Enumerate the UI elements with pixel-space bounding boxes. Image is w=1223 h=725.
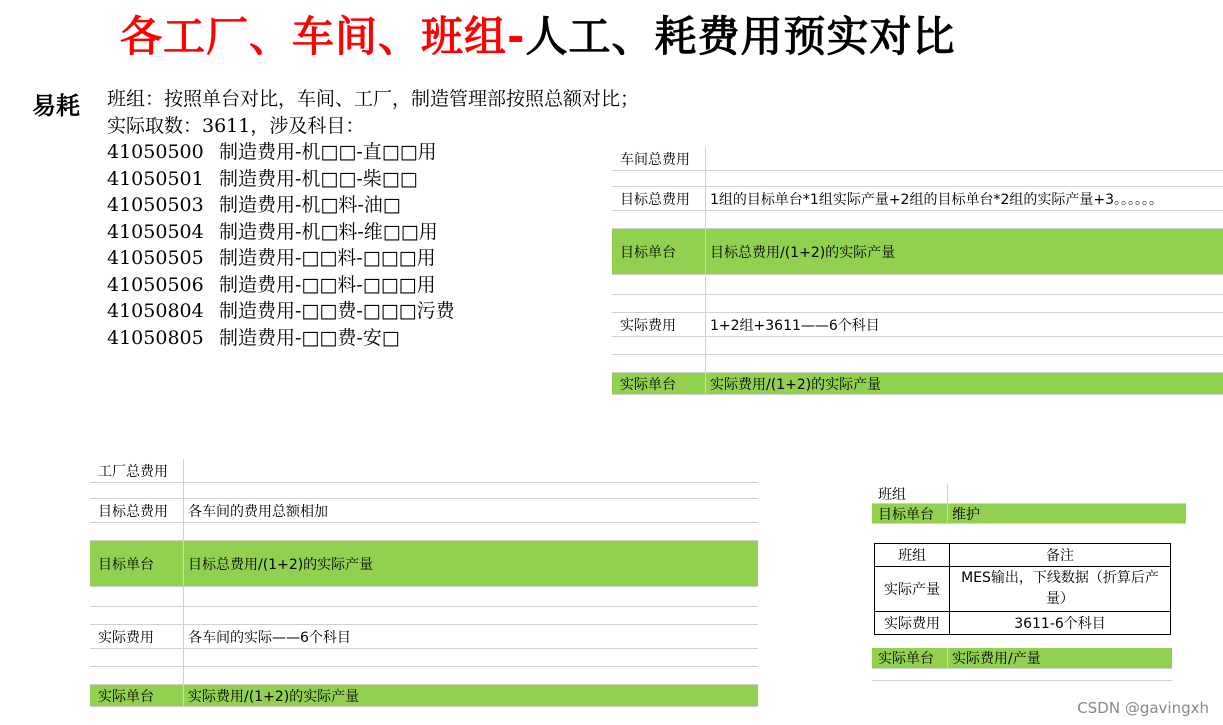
account-name: 制造费用-□□费-安□ <box>219 326 400 349</box>
sheet-label-cell: 工厂总费用 <box>90 459 184 482</box>
account-item <box>107 272 639 299</box>
sheet-label-cell <box>612 275 706 294</box>
sheet-value-cell <box>184 483 758 498</box>
sheet-row <box>612 229 1223 275</box>
sheet-label-cell: 目标总费用 <box>612 187 706 210</box>
account-name: 制造费用-机□料-油□ <box>219 194 401 216</box>
team-actual-row <box>872 648 1172 669</box>
sheet-row <box>612 355 1223 373</box>
sheet-row <box>90 459 758 483</box>
account-name: 制造费用-□□费-□□□污费 <box>219 300 455 322</box>
factory-cost-sheet <box>90 459 758 707</box>
table-cell: MES输出，下线数据（折算后产量） <box>950 567 1171 612</box>
team-header-label: 班组 <box>872 484 948 503</box>
table-cell: 实际产量 <box>875 567 950 612</box>
page-title <box>120 4 955 64</box>
account-code: 41050503 <box>107 194 204 216</box>
account-name: 制造费用-□□料-□□□用 <box>219 273 436 296</box>
sheet-label-cell <box>612 295 706 312</box>
account-item <box>107 192 639 219</box>
table-row <box>875 544 1171 567</box>
sheet-label-cell <box>90 607 184 624</box>
sheet-value-cell: 目标总费用/(1+2)的实际产量 <box>188 556 374 573</box>
account-name: 制造费用-机□□-柴□□ <box>219 167 418 190</box>
table-cell: 实际费用 <box>875 612 950 635</box>
sheet-value-cell: 目标总费用/(1+2)的实际产量 <box>710 244 896 261</box>
sheet-value-cell <box>184 667 758 684</box>
sheet-value-cell <box>706 171 1223 186</box>
team-cost-sheet <box>872 484 1186 524</box>
sheet-label-cell: 实际单台 <box>90 685 184 706</box>
sheet-row <box>612 295 1223 313</box>
sheet-value-cell <box>706 295 1223 312</box>
sheet-value-cell <box>706 355 1223 372</box>
sheet-label-cell <box>612 337 706 354</box>
account-item <box>107 245 639 272</box>
page-title-red: 各工厂、车间、班组- <box>120 12 526 61</box>
sheet-label-cell <box>90 649 184 666</box>
table-row <box>875 567 1171 612</box>
page-title-black: 人工、耗费用预实对比 <box>525 12 956 61</box>
account-list <box>107 139 639 351</box>
sheet-label-cell <box>90 587 184 606</box>
account-name: 制造费用-□□料-□□□用 <box>219 247 436 269</box>
account-item <box>107 325 639 352</box>
team-target-value: 维护 <box>952 506 980 523</box>
notes-line-2: 实际取数：3611，涉及科目： <box>107 114 365 137</box>
sheet-value-cell <box>184 607 758 624</box>
account-code: 41050501 <box>107 167 204 190</box>
sheet-value-cell <box>706 147 1223 170</box>
sheet-row <box>612 373 1223 395</box>
sheet-row <box>90 607 758 625</box>
sheet-row <box>90 649 758 667</box>
team-actual-sheet <box>872 648 1172 681</box>
sheet-label-cell <box>90 483 184 498</box>
sheet-value-cell: 各车间的实际——6个科目 <box>188 629 351 646</box>
sheet-value-cell <box>706 275 1223 294</box>
account-item <box>107 139 639 166</box>
section-label: 易耗 <box>32 92 80 120</box>
sheet-value-cell <box>184 459 758 482</box>
team-remarks-table <box>874 543 1171 635</box>
sheet-row <box>90 685 758 707</box>
sheet-row <box>612 313 1223 337</box>
sheet-row <box>90 483 758 499</box>
sheet-value-cell: 1+2组+3611——6个科目 <box>710 317 880 334</box>
sheet-label-cell <box>90 523 184 540</box>
table-cell: 3611-6个科目 <box>950 612 1171 635</box>
sheet-value-cell <box>184 587 758 606</box>
watermark: CSDN @gavingxh <box>1077 699 1209 717</box>
account-code: 41050505 <box>107 247 204 269</box>
sheet-label-cell <box>90 667 184 684</box>
sheet-label-cell <box>612 211 706 228</box>
team-target-row <box>872 504 1186 524</box>
sheet-row <box>612 187 1223 211</box>
sheet-row <box>612 337 1223 355</box>
sheet-row <box>612 211 1223 229</box>
account-item <box>107 166 639 193</box>
sheet-value-cell <box>184 649 758 666</box>
workshop-cost-sheet <box>612 147 1223 395</box>
team-target-label: 目标单台 <box>872 504 948 523</box>
sheet-label-cell: 目标单台 <box>90 541 184 586</box>
notes-line-1: 班组：按照单台对比，车间、工厂，制造管理部按照总额对比； <box>107 88 640 110</box>
account-code: 41050506 <box>107 273 204 296</box>
sheet-value-cell <box>706 337 1223 354</box>
account-code: 41050504 <box>107 220 204 243</box>
sheet-value-cell: 1组的目标单台*1组实际产量+2组的目标单台*2组的实际产量+3。。。。。。 <box>710 191 1163 208</box>
sheet-value-cell: 各车间的费用总额相加 <box>188 503 328 520</box>
sheet-row <box>612 171 1223 187</box>
sheet-value-cell: 实际费用/(1+2)的实际产量 <box>188 688 360 705</box>
sheet-label-cell: 目标总费用 <box>90 499 184 522</box>
sheet-row <box>90 667 758 685</box>
sheet-row <box>90 625 758 649</box>
team-empty-row <box>872 669 1172 681</box>
sheet-value-cell <box>184 523 758 540</box>
account-code: 41050500 <box>107 141 204 163</box>
sheet-row <box>612 275 1223 295</box>
account-code: 41050805 <box>107 326 204 349</box>
account-name: 制造费用-机□□-直□□用 <box>219 141 437 163</box>
account-item <box>107 298 639 325</box>
sheet-row <box>90 499 758 523</box>
sheet-label-cell: 实际费用 <box>90 625 184 648</box>
sheet-label-cell: 车间总费用 <box>612 147 706 170</box>
sheet-label-cell <box>612 355 706 372</box>
sheet-label-cell: 实际单台 <box>612 373 706 394</box>
team-header-row <box>872 484 1186 504</box>
sheet-row <box>90 541 758 587</box>
sheet-label-cell: 实际费用 <box>612 313 706 336</box>
sheet-row <box>90 587 758 607</box>
table-row <box>875 612 1171 635</box>
account-name: 制造费用-机□料-维□□用 <box>219 220 438 243</box>
sheet-label-cell: 目标单台 <box>612 229 706 274</box>
sheet-label-cell <box>612 171 706 186</box>
sheet-row <box>90 523 758 541</box>
sheet-value-cell <box>706 211 1223 228</box>
table-header-cell: 班组 <box>875 544 950 567</box>
table-header-cell: 备注 <box>950 544 1171 567</box>
account-item <box>107 219 639 246</box>
team-actual-label: 实际单台 <box>872 648 948 668</box>
notes-block <box>107 86 639 351</box>
sheet-row <box>612 147 1223 171</box>
team-actual-value: 实际费用/产量 <box>952 651 1041 667</box>
account-code: 41050804 <box>107 300 204 322</box>
sheet-value-cell: 实际费用/(1+2)的实际产量 <box>710 376 882 393</box>
